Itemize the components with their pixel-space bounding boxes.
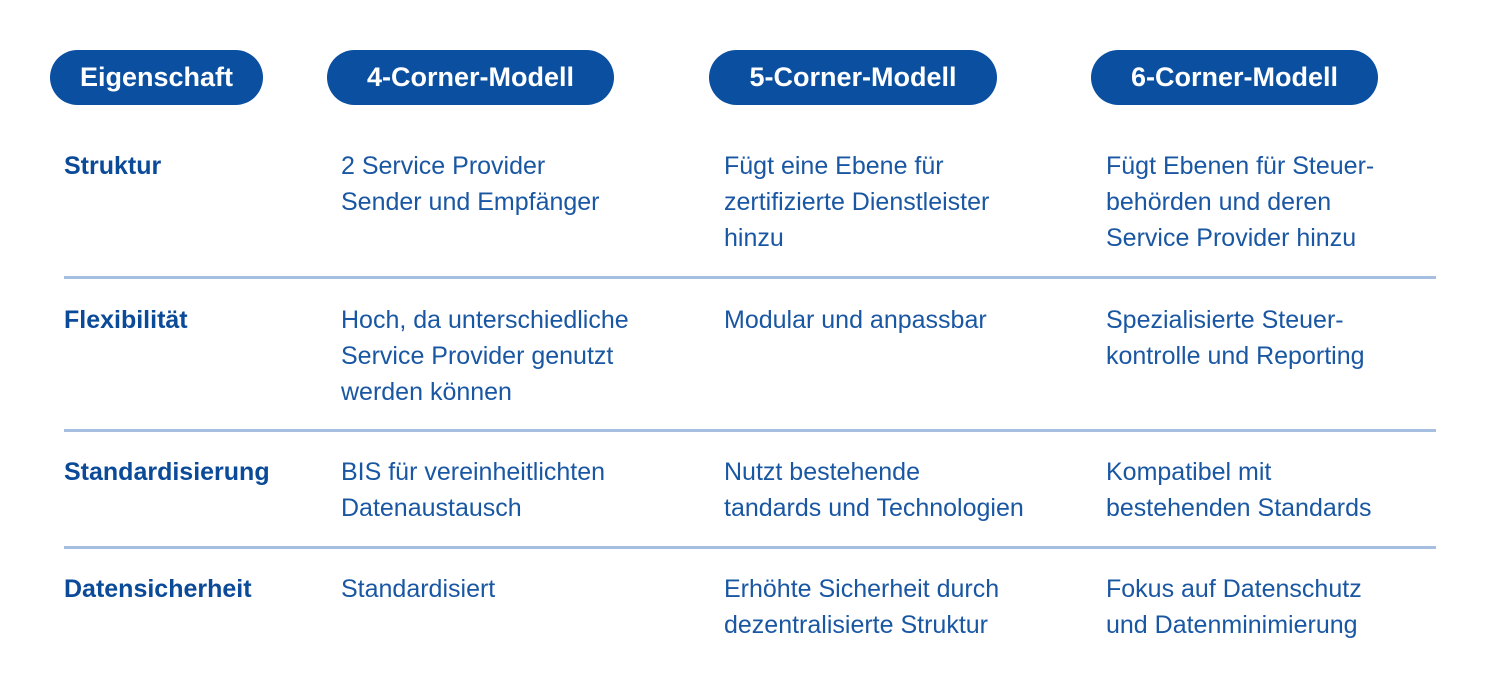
cell-struktur-4-corner: 2 Service Provider Sender und Empfänger — [341, 152, 600, 216]
header-4-corner-modell: 4-Corner-Modell — [327, 50, 614, 105]
header-5-corner-modell: 5-Corner-Modell — [709, 50, 997, 105]
row-label-datensicherheit: Datensicherheit — [64, 575, 252, 603]
cell-struktur-6-corner: Fügt Ebenen für Steuer- behörden und deren Service Provider hinzu — [1106, 152, 1375, 252]
cell-struktur-5-corner: Fügt eine Ebene für zertifizierte Dienstleister hinzu — [724, 152, 990, 252]
cell-datensicherheit-6-corner: Fokus auf Datenschutz und Datenminimierung — [1106, 575, 1362, 639]
cell-standardisierung-5-corner: Nutzt bestehende tandards und Technologien — [724, 458, 1024, 522]
cell-standardisierung-6-corner: Kompatibel mit bestehenden Standards — [1106, 458, 1372, 522]
cell-flexibilitaet-5-corner: Modular und anpassbar — [724, 306, 987, 334]
cell-flexibilitaet-6-corner: Spezialisierte Steuer- kontrolle und Reporting — [1106, 306, 1365, 370]
cell-datensicherheit-4-corner: Standardisiert — [341, 575, 496, 603]
row-divider — [64, 429, 1436, 432]
header-6-corner-modell: 6-Corner-Modell — [1091, 50, 1378, 105]
cell-flexibilitaet-4-corner: Hoch, da unterschiedliche Service Provider genutzt werden können — [341, 306, 629, 406]
row-label-struktur: Struktur — [64, 152, 162, 180]
cell-datensicherheit-5-corner: Erhöhte Sicherheit durch dezentralisierte Struktur — [724, 575, 1000, 639]
row-divider — [64, 276, 1436, 279]
row-label-flexibilitaet: Flexibilität — [64, 306, 188, 334]
cell-standardisierung-4-corner: BIS für vereinheitlichten Datenaustausch — [341, 458, 606, 522]
header-eigenschaft: Eigenschaft — [50, 50, 263, 105]
row-label-standardisierung: Standardisierung — [64, 458, 270, 486]
row-divider — [64, 546, 1436, 549]
